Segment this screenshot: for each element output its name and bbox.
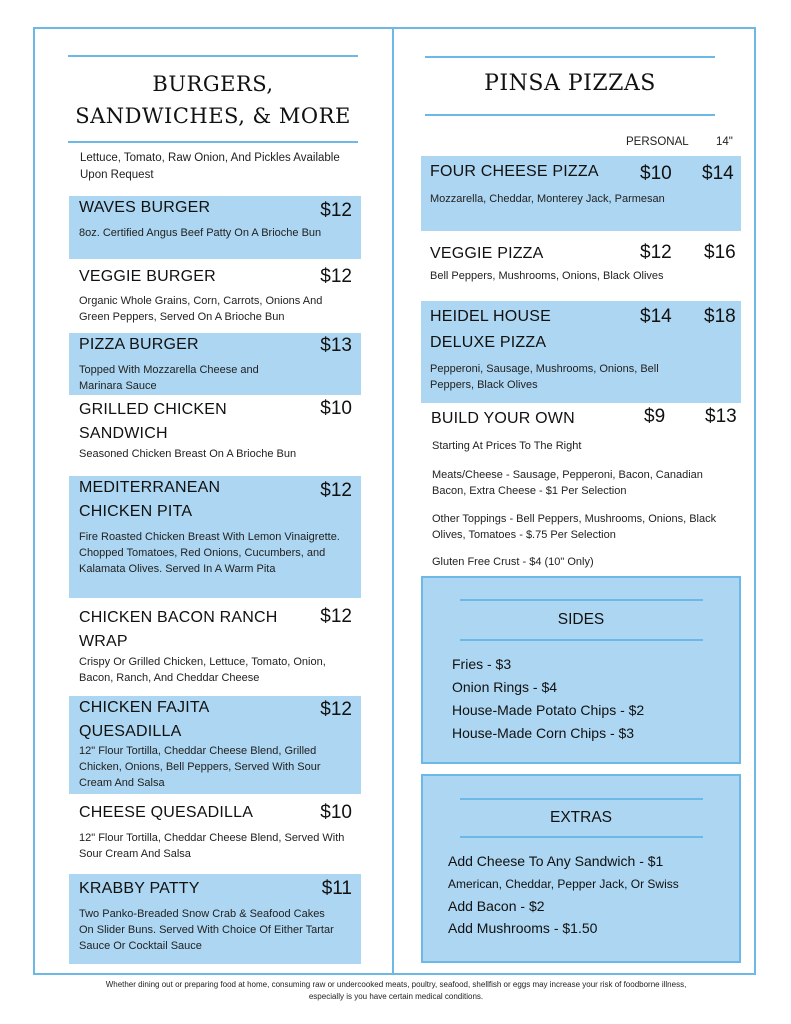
extras-rule-top: [460, 798, 703, 800]
title-line-1: BURGERS,: [152, 72, 274, 96]
item-price: $12: [320, 480, 352, 501]
title-rule-bottom: [68, 141, 358, 143]
item-price: $12: [320, 200, 352, 221]
extra-item-cheese: Add Cheese To Any Sandwich - $1: [448, 853, 664, 869]
item-desc: 8oz. Certified Angus Beef Patty On A Brioche Bun: [79, 227, 322, 239]
item-name: VEGGIE BURGER: [79, 268, 216, 285]
side-item-fries: Fries - $3: [452, 656, 512, 672]
menu-item-veggie-burger: [69, 263, 361, 329]
item-desc: Bell Peppers, Mushrooms, Onions, Black Olives: [430, 270, 664, 282]
pizza-four-cheese: [421, 156, 741, 231]
column-header-14-inch: 14": [716, 136, 733, 148]
build-note-meats: Meats/Cheese - Sausage, Pepperoni, Bacon, Canadian Bacon, Extra Cheese - $1 Per Selection: [432, 469, 703, 497]
price-14-inch: $16: [704, 242, 736, 263]
menu-item-waves-burger: [69, 196, 361, 259]
food-safety-disclaimer: Whether dining out or preparing food at home, consuming raw or undercooked meats, poultry, seafood, shellfish or eggs may increase your risk of foodborne illness, especially is you have certain medical conditions.: [105, 980, 687, 1001]
price-personal: $9: [644, 406, 666, 427]
sides-rule-top: [460, 599, 703, 601]
price-personal: $14: [640, 306, 672, 327]
item-price: $11: [321, 878, 352, 899]
pizza-heidel-house-deluxe: [421, 301, 741, 403]
menu-item-cheese-quesadilla: [69, 800, 361, 868]
item-desc: Crispy Or Grilled Chicken, Lettuce, Tomato, Onion, Bacon, Ranch, And Cheddar Cheese: [79, 656, 326, 684]
item-price: $13: [320, 335, 352, 356]
sides-rule-bottom: [460, 639, 703, 641]
section-title-burgers: [68, 68, 358, 132]
column-divider: [392, 27, 394, 975]
menu-item-chicken-bacon-ranch-wrap: [69, 605, 361, 690]
item-name: PIZZA BURGER: [79, 336, 199, 353]
item-name: GRILLED CHICKEN SANDWICH: [79, 401, 227, 442]
price-14-inch: $14: [702, 163, 734, 184]
item-name: MEDITERRANEAN CHICKEN PITA: [79, 479, 221, 520]
item-name: VEGGIE PIZZA: [430, 245, 544, 262]
pizza-veggie: [421, 238, 741, 298]
menu-item-chicken-fajita-quesadilla: [69, 696, 361, 794]
item-desc: 12" Flour Tortilla, Cheddar Cheese Blend, Grilled Chicken, Onions, Bell Peppers, Served With Sour Cream And Salsa: [79, 745, 321, 789]
pizza-title-rule-bottom: [425, 114, 715, 116]
sides-box: [421, 576, 741, 764]
price-personal: $10: [640, 163, 672, 184]
item-desc: Organic Whole Grains, Corn, Carrots, Onions And Green Peppers, Served On A Brioche Bun: [79, 295, 323, 323]
item-name: CHICKEN BACON RANCH WRAP: [79, 609, 278, 650]
toppings-note: Lettuce, Tomato, Raw Onion, And Pickles Available Upon Request: [80, 152, 340, 181]
menu-item-grilled-chicken-sandwich: [69, 397, 361, 471]
extras-box: [421, 774, 741, 963]
item-desc: Topped With Mozzarella Cheese and Marinara Sauce: [79, 364, 259, 392]
item-desc: Two Panko-Breaded Snow Crab & Seafood Cakes On Slider Buns. Served With Choice Of Either Tartar Sauce Or Cocktail Sauce: [79, 908, 334, 952]
item-price: $12: [320, 699, 352, 720]
item-name: KRABBY PATTY: [79, 880, 200, 897]
extras-rule-bottom: [460, 836, 703, 838]
extra-item-cheese-options: American, Cheddar, Pepper Jack, Or Swiss: [448, 877, 679, 891]
price-personal: $12: [640, 242, 672, 263]
section-title-pizzas: PINSA PIZZAS: [484, 71, 656, 96]
extras-title: EXTRAS: [549, 809, 612, 826]
item-name: WAVES BURGER: [79, 199, 211, 216]
item-desc: Mozzarella, Cheddar, Monterey Jack, Parmesan: [430, 193, 665, 205]
side-item-corn-chips: House-Made Corn Chips - $3: [452, 725, 635, 741]
item-name: BUILD YOUR OWN: [431, 410, 575, 427]
column-header-personal: PERSONAL: [626, 136, 689, 148]
item-name: FOUR CHEESE PIZZA: [430, 163, 599, 180]
price-14-inch: $13: [705, 406, 737, 427]
extra-item-bacon: Add Bacon - $2: [448, 898, 545, 914]
menu-item-mediterranean-chicken-pita: [69, 476, 361, 598]
menu-item-pizza-burger: [69, 333, 361, 395]
item-desc: 12" Flour Tortilla, Cheddar Cheese Blend, Served With Sour Cream And Salsa: [79, 832, 345, 860]
sides-title: SIDES: [557, 611, 605, 628]
item-price: $10: [320, 398, 352, 419]
item-desc: Seasoned Chicken Breast On A Brioche Bun: [79, 448, 297, 460]
item-desc: Starting At Prices To The Right: [432, 440, 582, 452]
extra-item-mushrooms: Add Mushrooms - $1.50: [448, 920, 598, 936]
pizza-build-your-own: [421, 405, 741, 465]
item-name: HEIDEL HOUSE DELUXE PIZZA: [430, 308, 551, 351]
item-price: $12: [320, 266, 352, 287]
title-line-2: SANDWICHES, & MORE: [75, 104, 351, 128]
build-note-toppings: Other Toppings - Bell Peppers, Mushrooms, Onions, Black Olives, Tomatoes - $.75 Per Selection: [432, 513, 717, 541]
title-rule-top: [68, 55, 358, 57]
item-desc: Fire Roasted Chicken Breast With Lemon Vinaigrette. Chopped Tomatoes, Red Onions, Cucumbers, and Kalamata Olives. Served In A Warm Pita: [79, 531, 340, 575]
item-price: $12: [320, 606, 352, 627]
item-name: CHEESE QUESADILLA: [79, 804, 254, 821]
build-note-gluten-free: Gluten Free Crust - $4 (10" Only): [432, 556, 594, 568]
item-price: $10: [320, 802, 352, 823]
price-14-inch: $18: [704, 306, 736, 327]
item-name: CHICKEN FAJITA QUESADILLA: [79, 699, 209, 740]
side-item-potato-chips: House-Made Potato Chips - $2: [452, 702, 645, 718]
side-item-onion-rings: Onion Rings - $4: [452, 679, 558, 695]
pizza-title-rule-top: [425, 56, 715, 58]
item-desc: Pepperoni, Sausage, Mushrooms, Onions, Bell Peppers, Black Olives: [430, 363, 659, 391]
menu-item-krabby-patty: [69, 874, 361, 964]
